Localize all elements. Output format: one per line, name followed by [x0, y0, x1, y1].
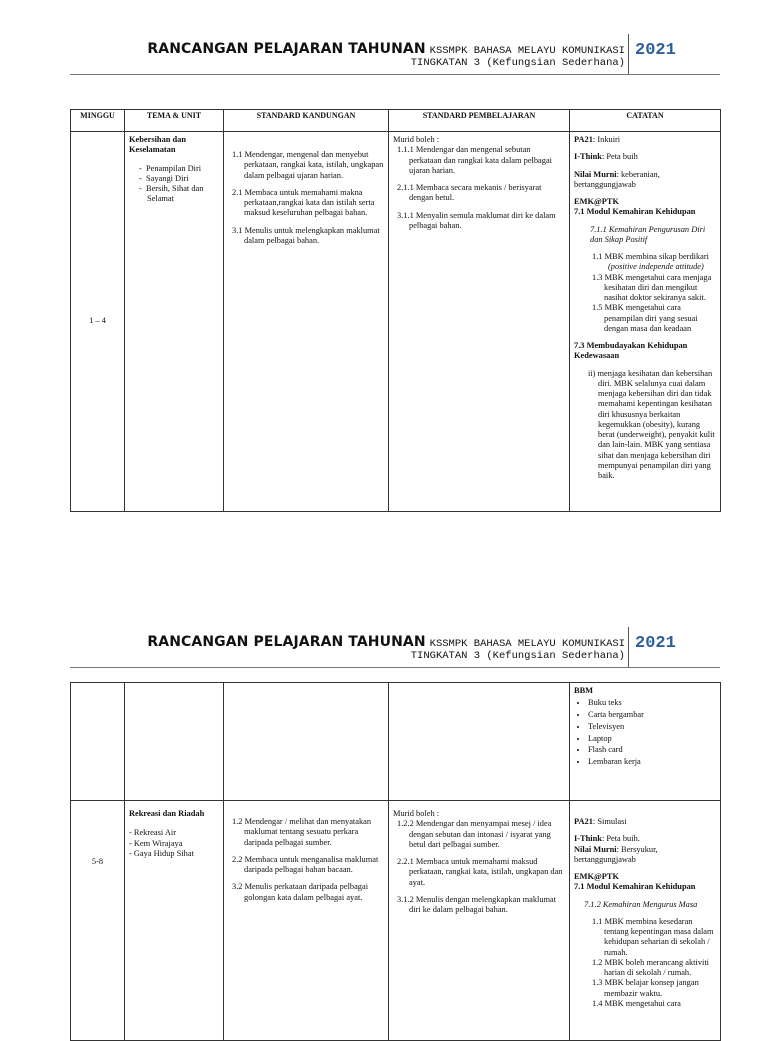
sp-intro: Murid boleh :: [393, 809, 440, 818]
header-divider: [628, 34, 629, 74]
col-header-week: MINGGU: [71, 110, 125, 132]
skill-item: 1.5 MBK mengetahui cara penampilan diri yang sesuai dengan masa dan keadaan: [592, 303, 698, 333]
header-divider: [628, 627, 629, 667]
skill-item: (positive independe attitude): [608, 262, 704, 272]
kemahiran-label: 7.1.2 Kemahiran Mengurus Masa: [584, 899, 698, 909]
sk-item: 3.1 Menulis untuk melengkapkan maklumat dalam pelbagai bahan.: [232, 225, 380, 245]
skill-item: 1.1 MBK membina sikap berdikari: [592, 252, 709, 261]
sk-item: 3.2 Menulis perkataan daripada pelbagai golongan kata dalam pelbagai ayat.: [232, 882, 369, 902]
skill-item: 1.3 MBK belajar konsep jangan membazir waktu.: [592, 978, 699, 998]
sk-item: 1.2 Mendengar / melihat dan menyatakan maklumat tentang sesuatu perkara daripada pelbagai sumber.: [232, 817, 372, 847]
sk-cell: [224, 801, 389, 1041]
header-rule: [70, 74, 720, 75]
table-row: [71, 132, 721, 512]
header-year: 2021: [635, 41, 676, 60]
list-item: • Carta bergambar: [588, 710, 716, 720]
plan-table-2: [70, 682, 721, 1041]
modul2-label: 7.3 Membudayakan Kehidupan Kedewasaan: [574, 341, 688, 361]
skill-item: 1.2 MBK boleh merancang aktiviti harian di sekolah / rumah.: [592, 957, 709, 977]
unit-item: - Rekreasi Air: [129, 828, 176, 838]
unit-item: - Gaya Hidup Sihat: [129, 848, 194, 858]
list-item: • Lembaran kerja: [588, 757, 716, 767]
week-cell: 1 – 4: [71, 132, 125, 512]
table-row: [71, 683, 721, 801]
modul-label: 7.1 Modul Kemahiran Kehidupan: [574, 207, 696, 217]
sp-item: 2.1.1 Membaca secara mekanis / berisyarat dengan betul.: [397, 183, 542, 203]
unit-item: - Kem Wirajaya: [129, 838, 183, 848]
skill-item: 1.4 MBK mengetahui cara: [592, 998, 681, 1008]
plan-table-1: [70, 109, 721, 512]
table-row: [71, 801, 721, 1041]
list-item: • Televisyen: [588, 722, 716, 732]
sp-item: 1.1.1 Mendengar dan mengenal sebutan perkataan dan rangkai kata dalam pelbagai ujaran harian.: [397, 145, 553, 175]
sk-item: 2.1 Membaca untuk memahami makna perkataan,rangkai kata dan istilah serta maksud keseluruhan pelbagai bahan.: [232, 187, 375, 218]
sk-item: 2.2 Membaca untuk menganalisa maklumat daripada pelbagai bahan bacaan.: [232, 854, 379, 874]
sp-cell: [389, 801, 570, 1041]
page-header-2: [70, 633, 720, 673]
week-cell: 5-8: [71, 801, 125, 1041]
header-subject: KSSMPK BAHASA MELAYU KOMUNIKASI: [429, 638, 625, 650]
list-item: • Buku teks: [588, 698, 716, 708]
header-title: RANCANGAN PELAJARAN TAHUNAN: [147, 634, 426, 650]
skill-item: 1.3 MBK mengetahui cara menjaga kesihatan diri dan mengikut nasihat doktor sekiranya sakit.: [592, 272, 712, 302]
theme-cell: [125, 132, 224, 512]
sp-intro: Murid boleh :: [393, 135, 440, 144]
sp-item: 1.2.2 Mendengar dan menyampai mesej / idea dengan sebutan dan intonasi / isyarat yang betul dari pelbagai sumber.: [397, 819, 552, 849]
notes-paragraph: ii) menjaga kesihatan dan kebersihan diri. MBK selalunya cuai dalam menjaga kebersihan diri dan tidak memahami kepentingan kesihatan diri khususnya berkaitan kegemukkan (obesity), kurang berat (underweight), penyakit kulit dan lain-lain. MBK yang sentiasa sihat dan menjaga kebersihan diri mempunyai penampilan diri yang baik.: [588, 368, 715, 480]
sp-item: 3.1.2 Menulis dengan melengkapkan maklumat diri ke dalam pelbagai bahan.: [397, 894, 557, 914]
header-year: 2021: [635, 634, 676, 653]
sp-item: 2.2.1 Membaca untuk memahami maksud perkataan, rangkai kata, istilah, ungkapan dan ayat.: [397, 857, 563, 887]
theme-title: Rekreasi dan Riadah: [129, 809, 205, 818]
list-item: • Laptop: [588, 734, 716, 744]
emk-label: EMK@PTK: [574, 197, 620, 206]
table-header-row: [71, 110, 721, 132]
theme-title: Kebersihan dan Keselamatan: [129, 135, 187, 155]
page-header-1: [70, 40, 720, 80]
col-header-theme: TEMA & UNIT: [125, 110, 224, 132]
header-level: TINGKATAN 3 (Kefungsian Sederhana): [410, 57, 625, 69]
bbm-title: BBM: [574, 686, 594, 695]
emk-label: EMK@PTK: [574, 872, 620, 881]
unit-item: - Sayangi Diri: [139, 173, 189, 183]
sk-item: 1.1 Mendengar, mengenal dan menyebut perkataan, rangkai kata, istilah, ungkapan dalam pelbagai ujaran harian.: [232, 150, 384, 180]
kemahiran-label: 7.1.1 Kemahiran Pengurusan Diri dan Sikap Positif: [590, 224, 706, 244]
modul-label: 7.1 Modul Kemahiran Kehidupan: [574, 882, 696, 892]
sp-item: 3.1.1 Menyalin semula maklumat diri ke dalam pelbagai bahan.: [397, 210, 556, 230]
bbm-cell: [570, 683, 721, 801]
col-header-notes: CATATAN: [570, 110, 721, 132]
header-rule: [70, 667, 720, 668]
sp-cell: [389, 132, 570, 512]
header-subject: KSSMPK BAHASA MELAYU KOMUNIKASI: [429, 45, 625, 57]
header-level: TINGKATAN 3 (Kefungsian Sederhana): [410, 650, 625, 662]
theme-cell: [125, 801, 224, 1041]
skill-item: 1.1 MBK membina kesedaran tentang kepentingan masa dalam kehidupan seharian di sekolah / rumah.: [592, 916, 714, 957]
unit-item: - Bersih, Sihat dan Selamat: [139, 184, 204, 204]
sk-cell: [224, 132, 389, 512]
col-header-sp: STANDARD PEMBELAJARAN: [389, 110, 570, 132]
notes-cell: PA21: Simulasi I-Think: Peta buih. Nilai Murni: Bersyukur, bertanggungjawab EMK@PTK 7.1 Modul Kemahiran Kehidupan 7.1.2 Kemahiran Mengurus Masa 1.1 MBK membina kesedaran tentang kepentingan masa dalam kehidupan seharian di sekolah / rumah. 1.2 MBK boleh merancang aktiviti harian di sekolah / rumah. 1.3 MBK belajar konsep jangan membazir waktu. 1.4 MBK mengetahui cara: [570, 801, 721, 1041]
col-header-sk: STANDARD KANDUNGAN: [224, 110, 389, 132]
notes-cell: PA21: Inkuiri I-Think: Peta buih Nilai Murni: keberanian, bertanggungjawab EMK@PTK 7.1 Modul Kemahiran Kehidupan 7.1.1 Kemahiran Pengurusan Diri dan Sikap Positif 1.1 MBK membina sikap berdikari (positive independe attitude) 1.3 MBK mengetahui cara menjaga kesihatan diri dan mengikut nasihat doktor sekiranya sakit. 1.5 MBK mengetahui cara penampilan diri yang sesuai dengan masa dan keadaan 7.3 Membudayakan Kehidupan Kedewasaan ii) menjaga kesihatan dan kebersihan diri. MBK selalunya cuai dalam menjaga kebersihan diri dan tidak memahami kepentingan kesihatan diri khususnya berkaitan kegemukkan (obesity), kurang berat (underweight), penyakit kulit dan lain-lain. MBK yang sentiasa sihat dan menjaga kebersihan diri mempunyai penampilan diri yang baik.: [570, 132, 721, 512]
list-item: • Flash card: [588, 745, 716, 755]
unit-item: - Penampilan Diri: [139, 163, 202, 173]
header-title: RANCANGAN PELAJARAN TAHUNAN: [147, 41, 426, 57]
